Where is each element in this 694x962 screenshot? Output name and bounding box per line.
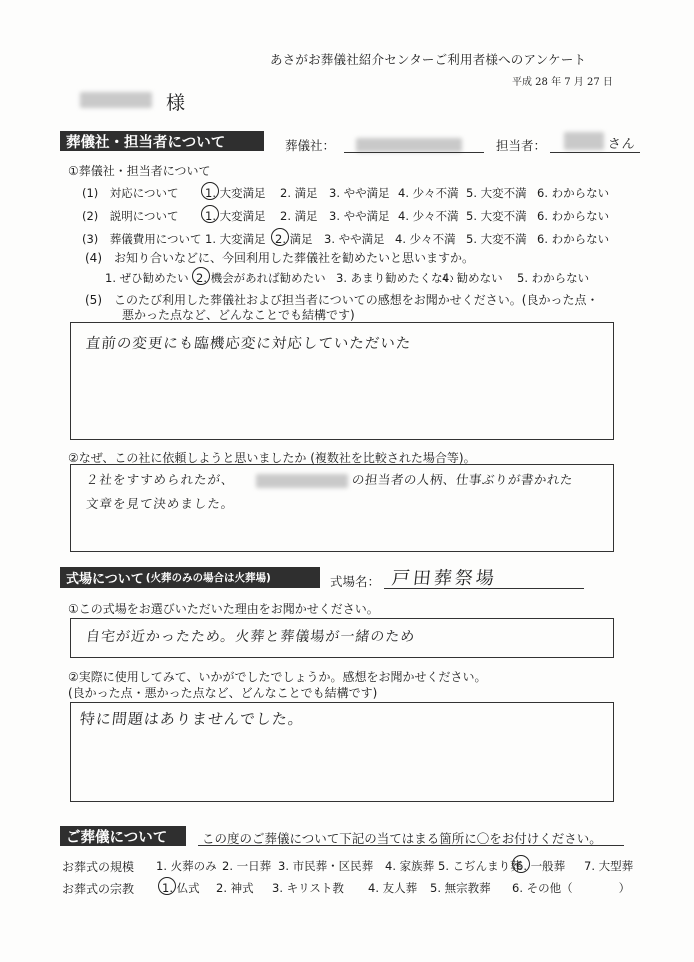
staff-underline xyxy=(550,152,640,153)
rating-row-1-option-5[interactable]: 5. 大変不満 xyxy=(466,186,527,200)
section3-lead-underline xyxy=(198,845,624,846)
scale-option-6[interactable]: 6. 一般葬 xyxy=(516,859,566,873)
venue-label: 式場名： xyxy=(330,574,381,589)
section-title: 葬儀社・担当者について xyxy=(66,134,226,151)
q4-option-5[interactable]: 5. わからない xyxy=(517,271,590,285)
q4-option-3[interactable]: 3. あまり勧めたくない xyxy=(336,271,455,285)
religion-label: お葬式の宗教 xyxy=(62,882,135,896)
section-venue-header xyxy=(60,567,320,588)
section-subtitle: (火葬のみの場合は火葬場) xyxy=(145,572,271,584)
company-underline xyxy=(344,152,484,153)
scale-selected-circle xyxy=(512,855,530,873)
religion-selected-circle xyxy=(158,877,176,895)
q2-text: ②なぜ、この社に依頼しようと思いましたか (複数社を比較された場合等)。 xyxy=(68,451,476,465)
rating-row-2-option-4[interactable]: 4. 少々不満 xyxy=(398,209,459,223)
rating-row-2-option-6[interactable]: 6. わからない xyxy=(537,209,610,223)
rating-row-3-option-5[interactable]: 5. 大変不満 xyxy=(466,232,527,246)
q4-option-4[interactable]: 4. 勧めない xyxy=(442,271,503,285)
scale-label: お葬式の規模 xyxy=(62,860,135,874)
section3-lead: この度のご葬儀について下記の当てはまる箇所に〇をお付けください。 xyxy=(202,831,602,846)
scale-option-3[interactable]: 3. 市民葬・区民葬 xyxy=(278,859,374,873)
rating-row-3-option-4[interactable]: 4. 少々不満 xyxy=(395,232,456,246)
rating-row-3-label: (3) 葬儀費用について xyxy=(82,232,202,246)
q4-option-2[interactable]: 2. 機会があれば勧めたい xyxy=(196,271,326,285)
q2-answer-line1b: の担当者の人柄、仕事ぶりが書かれた xyxy=(351,472,574,487)
venue-q1-answer: 自宅が近かったため。火葬と葬儀場が一緒のため xyxy=(85,629,417,645)
venue-q2-text-line2: (良かった点・悪かった点など、どんなことでも結構です) xyxy=(68,686,378,700)
company-name-redacted xyxy=(356,138,462,152)
religion-option-6[interactable]: 6. その他（ ） xyxy=(512,881,631,895)
venue-q1-text: ①この式場をお選びいただいた理由をお聞かせください。 xyxy=(68,602,379,616)
q4-option-1[interactable]: 1. ぜひ勧めたい xyxy=(105,271,189,285)
staff-suffix: さん xyxy=(607,137,637,152)
rating-row-1-option-3[interactable]: 3. やや満足 xyxy=(329,186,390,200)
honorific: 様 xyxy=(166,92,186,114)
q4-text: (4) お知り合いなどに、今回利用した葬儀社を勧めたいと思いますか。 xyxy=(85,251,475,265)
q2-company-redacted xyxy=(256,474,348,488)
survey-date: 平成 28 年 7 月 27 日 xyxy=(512,77,613,88)
company-label: 葬儀社： xyxy=(285,138,336,153)
rating-row-2-selected-circle xyxy=(201,205,219,223)
venue-underline xyxy=(384,588,584,589)
rating-row-2-option-1[interactable]: 1. 大変満足 xyxy=(205,209,266,223)
rating-row-2-option-3[interactable]: 3. やや満足 xyxy=(329,209,390,223)
venue-q2-text-line1: ②実際に使用してみて、いかがでしたでしょうか。感想をお聞かせください。 xyxy=(68,670,487,684)
section-title: ご葬儀について xyxy=(66,829,168,846)
scale-option-4[interactable]: 4. 家族葬 xyxy=(385,859,435,873)
scale-option-7[interactable]: 7. 大型葬 xyxy=(584,859,634,873)
staff-label: 担当者： xyxy=(496,138,547,153)
customer-name-redacted xyxy=(80,92,152,108)
section-funeral-header xyxy=(60,826,186,846)
rating-row-3-option-3[interactable]: 3. やや満足 xyxy=(324,232,385,246)
scale-option-1[interactable]: 1. 火葬のみ xyxy=(156,859,217,873)
section-title: 式場について xyxy=(66,572,144,587)
religion-option-1[interactable]: 1. 仏式 xyxy=(162,881,200,895)
scale-option-5[interactable]: 5. こぢんまり葬 xyxy=(438,859,522,873)
q2-answer-line1a: ２社をすすめられたが、 xyxy=(85,472,236,487)
section-funeral-company-header xyxy=(60,131,264,151)
rating-row-1-option-1[interactable]: 1. 大変満足 xyxy=(205,186,266,200)
rating-row-2-option-5[interactable]: 5. 大変不満 xyxy=(466,209,527,223)
rating-row-2-option-2[interactable]: 2. 満足 xyxy=(280,209,318,223)
rating-row-1-option-4[interactable]: 4. 少々不満 xyxy=(398,186,459,200)
rating-row-3-option-2[interactable]: 2. 満足 xyxy=(275,232,313,246)
rating-row-1-selected-circle xyxy=(201,182,219,200)
religion-option-2[interactable]: 2. 神式 xyxy=(216,881,254,895)
rating-row-2-label: (2) 説明について xyxy=(82,209,179,223)
venue-q2-answer: 特に問題はありませんでした。 xyxy=(79,710,305,728)
religion-option-4[interactable]: 4. 友人葬 xyxy=(368,881,418,895)
rating-row-3-option-1[interactable]: 1. 大変満足 xyxy=(205,232,266,246)
venue-value: 戸田葬祭場 xyxy=(390,568,498,589)
q5-answer: 直前の変更にも臨機応変に対応していただいた xyxy=(85,336,413,352)
rating-row-1-label: (1) 対応について xyxy=(82,186,179,200)
staff-name-redacted xyxy=(564,132,604,150)
rating-row-1-option-2[interactable]: 2. 満足 xyxy=(280,186,318,200)
q5-text-line2: 悪かった点など、どんなことでも結構です) xyxy=(122,308,355,322)
q2-answer-line2: 文章を見て決めました。 xyxy=(85,496,236,511)
rating-row-1-option-6[interactable]: 6. わからない xyxy=(537,186,610,200)
q5-text-line1: (5) このたび利用した葬儀社および担当者についての感想をお聞かせください。(良かった点・ xyxy=(85,293,599,307)
rating-row-3-option-6[interactable]: 6. わからない xyxy=(537,232,610,246)
scale-option-2[interactable]: 2. 一日葬 xyxy=(222,859,272,873)
religion-option-3[interactable]: 3. キリスト教 xyxy=(272,881,344,895)
survey-title: あさがお葬儀社紹介センターご利用者様へのアンケート xyxy=(270,52,587,67)
rating-row-3-selected-circle xyxy=(271,228,289,246)
q4-selected-circle xyxy=(192,267,210,285)
q1-title: ①葬儀社・担当者について xyxy=(68,164,211,178)
religion-option-5[interactable]: 5. 無宗教葬 xyxy=(430,881,491,895)
